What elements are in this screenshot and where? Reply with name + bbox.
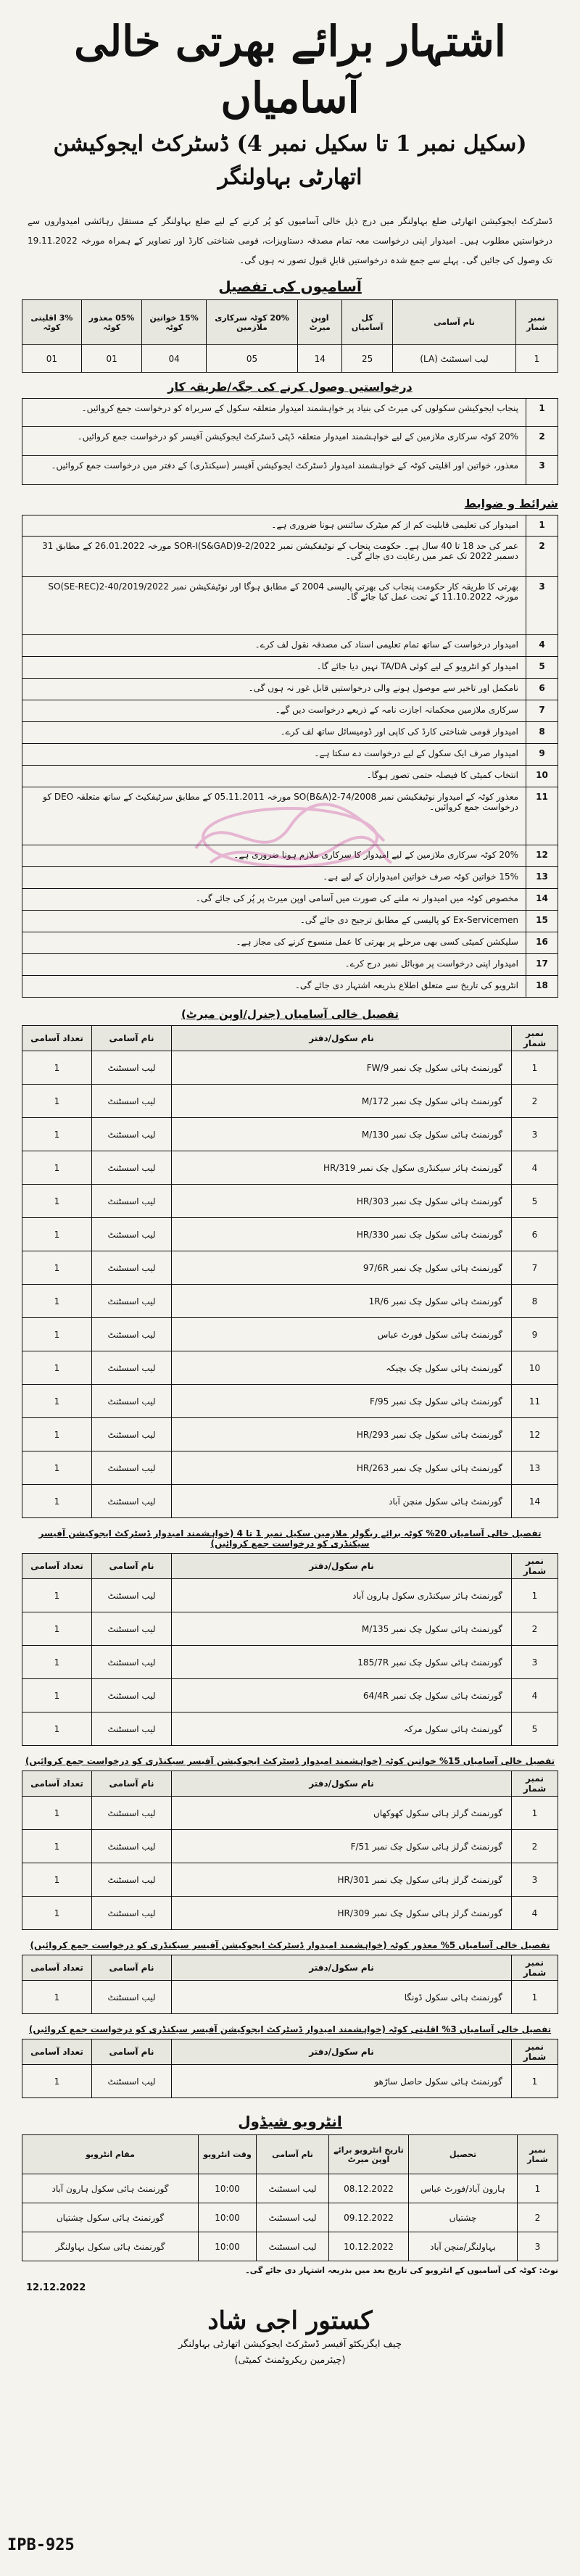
item-number: 1 (526, 399, 558, 426)
footer-date: 12.12.2022 (26, 2282, 86, 2293)
table-header-row (22, 1771, 558, 1797)
table-cell-serial: 10 (512, 1351, 558, 1385)
table-cell-count: 1 (22, 1085, 92, 1118)
table-cell-school: گورنمنٹ ہائی سکول چک نمبر 293/HR (172, 1418, 512, 1451)
table-cell-serial: 2 (512, 1830, 558, 1863)
table-cell-post: لیب اسسٹنٹ (92, 1385, 172, 1418)
table-header-cell: اوپن میرٹ (298, 300, 342, 345)
submission-list (22, 398, 558, 485)
table-cell-serial: 1 (512, 1981, 558, 2014)
list-item (22, 398, 558, 427)
table-cell: 25 (342, 345, 393, 373)
table-row (22, 1318, 558, 1351)
table-cell-post: لیب اسسٹنٹ (92, 1981, 172, 2014)
table-row (22, 1679, 558, 1712)
table-cell-serial: 3 (518, 2232, 558, 2261)
table-cell-school: گورنمنٹ ہائی سکول منچن آباد (172, 1485, 512, 1518)
item-number: 6 (526, 679, 558, 700)
page-title: اشتہار برائے بھرتی خالی آسامیاں (74, 17, 506, 123)
item-text: 15% خواتین کوٹہ صرف خواتین امیدواران کے لیے ہے۔ (323, 871, 518, 882)
table-cell-post: لیب اسسٹنٹ (92, 1218, 172, 1251)
table-cell-venue: گورنمنٹ ہائی سکول ہارون آباد (22, 2174, 199, 2203)
open-merit-title: تفصیل خالی آسامیاں (جنرل/اوپن میرٹ) (181, 1008, 399, 1021)
table-row (22, 2203, 558, 2232)
table-cell-school: گورنمنٹ ہائی سکول چک نمبر 130/M (172, 1118, 512, 1151)
table-cell-school: گورنمنٹ ہائی سکول چک بچیکہ (172, 1351, 512, 1385)
item-text: امیدوار اپنی درخواست پر موبائل نمبر درج کرے۔ (344, 958, 518, 969)
signatory-designation: چیف ایگزیکٹو آفیسر ڈسٹرکٹ ایجوکیشن اتھارٹی بہاولنگر (178, 2339, 402, 2350)
table-header-cell: 05% معذور کوٹہ (81, 300, 142, 345)
table-header-cell: نام آسامی (92, 1554, 172, 1579)
table-row (22, 1251, 558, 1285)
list-item (22, 722, 558, 744)
table-cell-tehsil: چشتیاں (409, 2203, 518, 2232)
list-item (22, 954, 558, 976)
table-header-cell: نام سکول/دفتر (172, 1026, 512, 1051)
table-cell-count: 1 (22, 1579, 92, 1612)
table-cell-serial: 5 (512, 1185, 558, 1218)
list-item (22, 515, 558, 537)
table-header-cell: وقت انٹرویو (199, 2135, 257, 2174)
table-cell-count: 1 (22, 1218, 92, 1251)
quota-20-table (22, 1553, 558, 1746)
table-header-cell: نمبر شمار (512, 1554, 558, 1579)
table-cell-serial: 1 (512, 2065, 558, 2098)
table-header-row (22, 1955, 558, 1981)
table-header-cell: تعداد آسامی (22, 2039, 92, 2065)
table-cell-school: گورنمنٹ ہائر سیکنڈری سکول چک نمبر 319/HR (172, 1151, 512, 1185)
table-row (22, 1830, 558, 1863)
table-cell: 14 (298, 345, 342, 373)
table-cell-serial: 6 (512, 1218, 558, 1251)
item-number: 18 (526, 976, 558, 997)
table-cell-school: گورنمنٹ گرلز ہائی سکول چک نمبر 301/HR (172, 1863, 512, 1897)
table-row (22, 1863, 558, 1897)
submission-title: درخواستیں وصول کرنے کی جگہ/طریقہ کار (167, 380, 413, 394)
table-cell-post: لیب اسسٹنٹ (92, 1830, 172, 1863)
table-row (22, 1151, 558, 1185)
list-item (22, 787, 558, 845)
table-header-cell: نام سکول/دفتر (172, 1554, 512, 1579)
table-cell-serial: 2 (518, 2203, 558, 2232)
table-cell-school: گورنمنٹ ہائی سکول مرکہ (172, 1712, 512, 1746)
table-cell-school: گورنمنٹ گرلز ہائی سکول چک نمبر 51/F (172, 1830, 512, 1863)
table-cell-school: گورنمنٹ ہائی سکول چک نمبر 64/4R (172, 1679, 512, 1712)
item-text: نامکمل اور تاخیر سے موصول ہونے والی درخواستیں قابل غور نہ ہوں گی۔ (248, 683, 518, 693)
item-text: انتخاب کمیٹی کا فیصلہ حتمی تصور ہوگا۔ (366, 770, 518, 780)
table-header-cell: نام آسامی (92, 1026, 172, 1051)
table-row (22, 1118, 558, 1151)
table-cell-post: لیب اسسٹنٹ (92, 1485, 172, 1518)
item-number: 8 (526, 722, 558, 743)
table-cell-school: گورنمنٹ ہائی سکول چک نمبر 9/FW (172, 1051, 512, 1085)
table-cell-serial: 13 (512, 1451, 558, 1485)
signature-block (22, 2305, 558, 2369)
quota-women-table (22, 1771, 558, 1930)
table-cell-venue: گورنمنٹ ہائی سکول بہاولنگر (22, 2232, 199, 2261)
intro-paragraph: ڈسٹرکٹ ایجوکیشن اتھارٹی ضلع بہاولنگر میں درج ذیل خالی آسامیوں کو پُر کرنے کے لیے ضلع بہاولنگر کے مستقل رہائشی امیدواروں سے درخواستیں مطلوب ہیں۔ امیدوار اپنی درخواست معہ تمام مصدقہ دستاویزات، قومی شناختی کارڈ اور تصاویر کے ہمراہ مورخہ 19.11.2022 تک وصول کی جائیں گی۔ پہلے سے جمع شدہ درخواستیں قابلِ قبول تصور نہ ہوں گی۔ (28, 216, 552, 265)
table-cell-post: لیب اسسٹنٹ (92, 1897, 172, 1930)
item-number: 7 (526, 700, 558, 721)
table-cell-school: گورنمنٹ ہائی سکول چک نمبر 1R/6 (172, 1285, 512, 1318)
table-cell-serial: 12 (512, 1418, 558, 1451)
table-cell: 01 (81, 345, 142, 373)
item-text: امیدوار کی تعلیمی قابلیت کم از کم میٹرک سائنس ہونا ضروری ہے۔ (271, 520, 518, 530)
quota-minority-body (22, 2065, 558, 2098)
open-merit-table (22, 1025, 558, 1518)
item-number: 2 (526, 537, 558, 576)
table-cell-serial: 2 (512, 1612, 558, 1646)
item-number: 12 (526, 845, 558, 866)
table-row (22, 1185, 558, 1218)
table-cell-count: 1 (22, 1981, 92, 2014)
table-header-cell: نمبر شمار (512, 1026, 558, 1051)
table-cell-tehsil: ہارون آباد/فورٹ عباس (409, 2174, 518, 2203)
item-number: 14 (526, 889, 558, 910)
table-row (22, 1351, 558, 1385)
table-row (22, 1897, 558, 1930)
item-text: بھرتی کا طریقہ کار حکومت پنجاب کی بھرتی پالیسی 2004 کے مطابق ہوگا اور نوٹیفکیشن نمبر SO(SE-REC)2-40/2019/2022 مورخہ 11.10.2022 کے تحت عمل کیا جائے گا۔ (48, 581, 518, 602)
table-cell-count: 1 (22, 1612, 92, 1646)
table-header-cell: مقام انٹرویو (22, 2135, 199, 2174)
table-cell-post: لیب اسسٹنٹ (92, 1451, 172, 1485)
table-cell-serial: 2 (512, 1085, 558, 1118)
list-item (22, 766, 558, 787)
table-row (22, 1218, 558, 1251)
table-header-cell: نام آسامی (92, 1771, 172, 1797)
vacancy-summary-table (22, 299, 558, 373)
table-header-cell: نمبر شمار (512, 1955, 558, 1981)
table-cell-count: 1 (22, 1418, 92, 1451)
list-item (22, 911, 558, 932)
table-cell-school: گورنمنٹ ہائی سکول چک نمبر 185/7R (172, 1646, 512, 1679)
item-text: مخصوص کوٹہ میں امیدوار نہ ملنے کی صورت میں آسامی اوپن میرٹ پر پُر کی جائے گی۔ (195, 893, 518, 903)
table-cell-count: 1 (22, 2065, 92, 2098)
list-item (22, 889, 558, 911)
list-item (22, 976, 558, 998)
table-cell-count: 1 (22, 1385, 92, 1418)
quota-disabled-table (22, 1955, 558, 2014)
table-cell-school: گورنمنٹ ہائی سکول چک نمبر 135/M (172, 1612, 512, 1646)
table-cell: 04 (142, 345, 206, 373)
list-item (22, 537, 558, 577)
table-row (22, 1712, 558, 1746)
table-row (22, 2174, 558, 2203)
table-row (22, 1085, 558, 1118)
table-cell-school: گورنمنٹ ہائی سکول حاصل ساڑھو (172, 2065, 512, 2098)
list-item (22, 679, 558, 700)
page-subtitle: (سکیل نمبر 1 تا سکیل نمبر 4) ڈسٹرکٹ ایجوکیشن اتھارٹی بہاولنگر (53, 131, 527, 190)
table-cell-serial: 4 (512, 1897, 558, 1930)
table-cell-count: 1 (22, 1897, 92, 1930)
table-cell-post: لیب اسسٹنٹ (257, 2174, 329, 2203)
table-header-row (22, 2135, 558, 2174)
table-cell-post: لیب اسسٹنٹ (92, 1051, 172, 1085)
table-header-cell: تعداد آسامی (22, 1771, 92, 1797)
item-number: 9 (526, 744, 558, 765)
table-header-cell: نام سکول/دفتر (172, 1955, 512, 1981)
open-merit-body (22, 1051, 558, 1518)
table-cell-date: 08.12.2022 (329, 2174, 409, 2203)
table-cell-school: گورنمنٹ ہائی سکول ڈونگا (172, 1981, 512, 2014)
table-header-cell: 15% خواتین کوٹہ (142, 300, 206, 345)
item-number: 13 (526, 867, 558, 888)
table-cell-serial: 1 (512, 1051, 558, 1085)
table-cell-count: 1 (22, 1830, 92, 1863)
table-header-cell: نمبر شمار (512, 1771, 558, 1797)
item-text: معذور، خواتین اور اقلیتی کوٹہ کے خواہشمند امیدوار ڈسٹرکٹ ایجوکیشن آفیسر (سیکنڈری) کے دفتر میں درخواست جمع کروائیں۔ (51, 460, 518, 471)
table-cell-count: 1 (22, 1797, 92, 1830)
table-cell-serial: 1 (512, 1797, 558, 1830)
table-cell-serial: 1 (518, 2174, 558, 2203)
table-cell-time: 10:00 (199, 2232, 257, 2261)
table-header-cell: تعداد آسامی (22, 1955, 92, 1981)
table-cell-count: 1 (22, 1185, 92, 1218)
quota-minority-table (22, 2039, 558, 2098)
table-header-cell: نام سکول/دفتر (172, 2039, 512, 2065)
table-cell: 1 (516, 345, 558, 373)
list-item (22, 577, 558, 635)
interview-title: انٹرویو شیڈول (238, 2113, 342, 2130)
table-cell-count: 1 (22, 1679, 92, 1712)
table-header-cell: نام آسامی (393, 300, 516, 345)
table-header-row (22, 300, 558, 345)
list-item (22, 932, 558, 954)
table-cell-serial: 3 (512, 1118, 558, 1151)
table-cell-post: لیب اسسٹنٹ (92, 1351, 172, 1385)
quota-minority-title: تفصیل خالی آسامیاں 3% اقلیتی کوٹہ (خواہشمند امیدوار ڈسٹرکٹ ایجوکیشن آفیسر سیکنڈری کو درخواست جمع کروائیں) (28, 2024, 552, 2034)
list-item (22, 845, 558, 867)
table-cell: 05 (206, 345, 297, 373)
table-cell-post: لیب اسسٹنٹ (92, 1712, 172, 1746)
quota-20-title: تفصیل خالی آسامیاں 20% کوٹہ برائے ریگولر ملازمین سکیل نمبر 1 تا 4 (خواہشمند امیدوار ڈسٹرکٹ ایجوکیشن آفیسر سیکنڈری کو درخواست جمع کروائیں) (38, 1528, 542, 1549)
item-number: 2 (526, 427, 558, 455)
table-header-cell: 20% کوٹہ سرکاری ملازمین (206, 300, 297, 345)
rules-title: شرائط و ضوابط (464, 497, 558, 510)
table-header-cell: نمبر شمار (512, 2039, 558, 2065)
item-text: امیدوار درخواست کے ساتھ تمام تعلیمی اسناد کی مصدقہ نقول لف کرے۔ (254, 639, 518, 650)
table-cell-time: 10:00 (199, 2174, 257, 2203)
table-cell-count: 1 (22, 1051, 92, 1085)
table-cell-post: لیب اسسٹنٹ (92, 2065, 172, 2098)
table-header-cell: نمبر شمار (516, 300, 558, 345)
list-item (22, 427, 558, 456)
table-cell-count: 1 (22, 1451, 92, 1485)
table-row (22, 1285, 558, 1318)
table-cell: لیب اسسٹنٹ (LA) (393, 345, 516, 373)
table-header-cell: نام آسامی (92, 1955, 172, 1981)
table-header-cell: تعداد آسامی (22, 1026, 92, 1051)
quota-disabled-body (22, 1981, 558, 2014)
table-row (22, 2065, 558, 2098)
item-number: 11 (526, 787, 558, 845)
table-row (22, 1051, 558, 1085)
item-text: انٹرویو کی تاریخ سے متعلق اطلاع بذریعہ اشتہار دی جائے گی۔ (294, 980, 518, 990)
signatory-name: کستور اجی شاد (207, 2306, 373, 2335)
signatory-subline: (چیئرمین ریکروٹمنٹ کمیٹی) (234, 2355, 346, 2366)
table-row (22, 1485, 558, 1518)
table-cell: 01 (22, 345, 82, 373)
rules-list (22, 515, 558, 998)
item-number: 16 (526, 932, 558, 953)
table-header-cell: نام سکول/دفتر (172, 1771, 512, 1797)
table-cell-school: گورنمنٹ ہائی سکول چک نمبر 95/F (172, 1385, 512, 1418)
table-cell-date: 10.12.2022 (329, 2232, 409, 2261)
table-cell-school: گورنمنٹ گرلز ہائی سکول چک نمبر 309/HR (172, 1897, 512, 1930)
table-row (22, 1981, 558, 2014)
list-item (22, 744, 558, 766)
item-text: معذور کوٹہ کے امیدوار نوٹیفکیشن نمبر SO(B&A)2-74/2008 مورخہ 05.11.2011 کے مطابق سرٹیفکیٹ کے ساتھ متعلقہ DEO کو درخواست جمع کروائیں۔ (43, 792, 518, 812)
table-row (22, 1797, 558, 1830)
item-number: 3 (526, 456, 558, 484)
table-cell-post: لیب اسسٹنٹ (92, 1579, 172, 1612)
table-cell-post: لیب اسسٹنٹ (92, 1118, 172, 1151)
table-cell-serial: 14 (512, 1485, 558, 1518)
item-number: 3 (526, 577, 558, 634)
item-text: سلیکشن کمیٹی کسی بھی مرحلے پر بھرتی کا عمل منسوخ کرنے کی مجاز ہے۔ (236, 937, 518, 947)
item-number: 1 (526, 515, 558, 536)
list-item (22, 657, 558, 679)
quota-20-body (22, 1579, 558, 1746)
table-row (22, 1612, 558, 1646)
table-row (22, 1451, 558, 1485)
interview-body (22, 2174, 558, 2261)
item-text: امیدوار صرف ایک سکول کے لیے درخواست دے سکتا ہے۔ (314, 748, 518, 758)
vacancy-summary-title: آسامیوں کی تفصیل (218, 278, 362, 295)
table-cell-post: لیب اسسٹنٹ (92, 1797, 172, 1830)
table-cell-school: گورنمنٹ ہائی سکول چک نمبر 303/HR (172, 1185, 512, 1218)
table-cell-count: 1 (22, 1151, 92, 1185)
table-row (22, 345, 558, 373)
table-cell-post: لیب اسسٹنٹ (92, 1612, 172, 1646)
table-cell-post: لیب اسسٹنٹ (257, 2232, 329, 2261)
item-number: 10 (526, 766, 558, 787)
item-text: 20% کوٹہ سرکاری ملازمین کے لیے امیدوار کا سرکاری ملازم ہونا ضروری ہے۔ (233, 850, 518, 860)
table-cell-post: لیب اسسٹنٹ (92, 1318, 172, 1351)
table-cell-count: 1 (22, 1863, 92, 1897)
table-cell-post: لیب اسسٹنٹ (92, 1418, 172, 1451)
table-cell-post: لیب اسسٹنٹ (92, 1251, 172, 1285)
table-header-row (22, 1026, 558, 1051)
table-cell-post: لیب اسسٹنٹ (92, 1646, 172, 1679)
quota-women-title: تفصیل خالی آسامیاں 15% خواتین کوٹہ (خواہشمند امیدوار ڈسٹرکٹ ایجوکیشن آفیسر سیکنڈری کو درخواست جمع کروائیں) (25, 1756, 555, 1766)
table-cell-count: 1 (22, 1118, 92, 1151)
table-cell-serial: 4 (512, 1679, 558, 1712)
quota-disabled-title: تفصیل خالی آسامیاں 5% معذور کوٹہ (خواہشمند امیدوار ڈسٹرکٹ ایجوکیشن آفیسر سیکنڈری کو درخواست جمع کروائیں) (30, 1940, 550, 1950)
table-cell-serial: 7 (512, 1251, 558, 1285)
table-cell-date: 09.12.2022 (329, 2203, 409, 2232)
table-cell-serial: 8 (512, 1285, 558, 1318)
table-cell-post: لیب اسسٹنٹ (92, 1863, 172, 1897)
table-header-cell: 3% اقلیتی کوٹہ (22, 300, 82, 345)
ipb-code: IPB-925 (7, 2536, 75, 2554)
item-text: سرکاری ملازمین محکمانہ اجازت نامہ کے ذریعے درخواست دیں گے۔ (275, 705, 518, 715)
table-cell-count: 1 (22, 1285, 92, 1318)
list-item (22, 700, 558, 722)
table-cell-post: لیب اسسٹنٹ (257, 2203, 329, 2232)
table-cell-tehsil: بہاولنگر/منچن آباد (409, 2232, 518, 2261)
table-cell-school: گورنمنٹ ہائی سکول چک نمبر 263/HR (172, 1451, 512, 1485)
table-header-cell: تحصیل (409, 2135, 518, 2174)
table-header-cell: نام آسامی (92, 2039, 172, 2065)
table-cell-count: 1 (22, 1646, 92, 1679)
table-cell-count: 1 (22, 1485, 92, 1518)
table-header-row (22, 1554, 558, 1579)
item-number: 5 (526, 657, 558, 678)
item-number: 17 (526, 954, 558, 975)
table-cell-serial: 9 (512, 1318, 558, 1351)
table-cell-count: 1 (22, 1351, 92, 1385)
table-cell-school: گورنمنٹ ہائی سکول چک نمبر 172/M (172, 1085, 512, 1118)
table-cell-post: لیب اسسٹنٹ (92, 1085, 172, 1118)
table-cell-venue: گورنمنٹ ہائی سکول چشتیاں (22, 2203, 199, 2232)
table-row (22, 1579, 558, 1612)
table-header-cell: تعداد آسامی (22, 1554, 92, 1579)
table-header-cell: تاریخ انٹرویو برائے اوپن میرٹ (329, 2135, 409, 2174)
table-cell-serial: 5 (512, 1712, 558, 1746)
table-header-row (22, 2039, 558, 2065)
item-text: امیدوار کو انٹرویو کے لیے کوئی TA/DA نہیں دیا جائے گا۔ (316, 661, 518, 671)
table-header-cell: نمبر شمار (518, 2135, 558, 2174)
table-row (22, 1418, 558, 1451)
list-item (22, 635, 558, 657)
table-header-cell: کل آسامیاں (342, 300, 393, 345)
item-text: امیدوار قومی شناختی کارڈ کی کاپی اور ڈومیسائل ساتھ لف کرے۔ (280, 726, 518, 737)
table-header-cell: نام آسامی (257, 2135, 329, 2174)
table-cell-time: 10:00 (199, 2203, 257, 2232)
table-cell-serial: 1 (512, 1579, 558, 1612)
item-text: Ex-Servicemen کو پالیسی کے مطابق ترجیح دی جائے گی۔ (299, 915, 518, 925)
table-cell-serial: 3 (512, 1863, 558, 1897)
item-text: 20% کوٹہ سرکاری ملازمین کے لیے خواہشمند امیدوار متعلقہ ڈپٹی ڈسٹرکٹ ایجوکیشن آفیسر کو درخواست جمع کروائیں۔ (77, 431, 518, 442)
table-cell-school: گورنمنٹ ہائی سکول فورٹ عباس (172, 1318, 512, 1351)
table-cell-post: لیب اسسٹنٹ (92, 1151, 172, 1185)
item-text: پنجاب ایجوکیشن سکولوں کی میرٹ کی بنیاد پر خواہشمند امیدوار متعلقہ سکول کے سربراہ کو درخواست جمع کروائیں۔ (81, 403, 518, 413)
interview-note: نوٹ: کوٹہ کی آسامیوں کے انٹرویو کی تاریخ بعد میں بذریعہ اشتہار دی جائے گی۔ (245, 2266, 558, 2275)
table-cell-post: لیب اسسٹنٹ (92, 1185, 172, 1218)
item-number: 4 (526, 635, 558, 656)
table-cell-post: لیب اسسٹنٹ (92, 1679, 172, 1712)
item-text: عمر کی حد 18 تا 40 سال ہے۔ حکومت پنجاب کے نوٹیفکیشن نمبر SOR-I(S&GAD)9-2/2022 مورخہ 26.01.2022 کے مطابق 31 دسمبر 2022 تک عمر میں رعایت دی جائے گی۔ (42, 541, 518, 561)
table-cell-school: گورنمنٹ ہائر سیکنڈری سکول ہارون آباد (172, 1579, 512, 1612)
table-cell-post: لیب اسسٹنٹ (92, 1285, 172, 1318)
table-cell-school: گورنمنٹ ہائی سکول چک نمبر 97/6R (172, 1251, 512, 1285)
interview-table (22, 2134, 558, 2261)
table-cell-school: گورنمنٹ گرلز ہائی سکول کھوکھاں (172, 1797, 512, 1830)
table-cell-count: 1 (22, 1712, 92, 1746)
table-cell-count: 1 (22, 1318, 92, 1351)
table-cell-school: گورنمنٹ ہائی سکول چک نمبر 330/HR (172, 1218, 512, 1251)
quota-women-body (22, 1797, 558, 1930)
table-cell-serial: 11 (512, 1385, 558, 1418)
item-number: 15 (526, 911, 558, 932)
list-item (22, 456, 558, 485)
table-row (22, 2232, 558, 2261)
list-item (22, 867, 558, 889)
table-row (22, 1385, 558, 1418)
table-row (22, 1646, 558, 1679)
table-cell-serial: 4 (512, 1151, 558, 1185)
table-cell-serial: 3 (512, 1646, 558, 1679)
table-cell-count: 1 (22, 1251, 92, 1285)
